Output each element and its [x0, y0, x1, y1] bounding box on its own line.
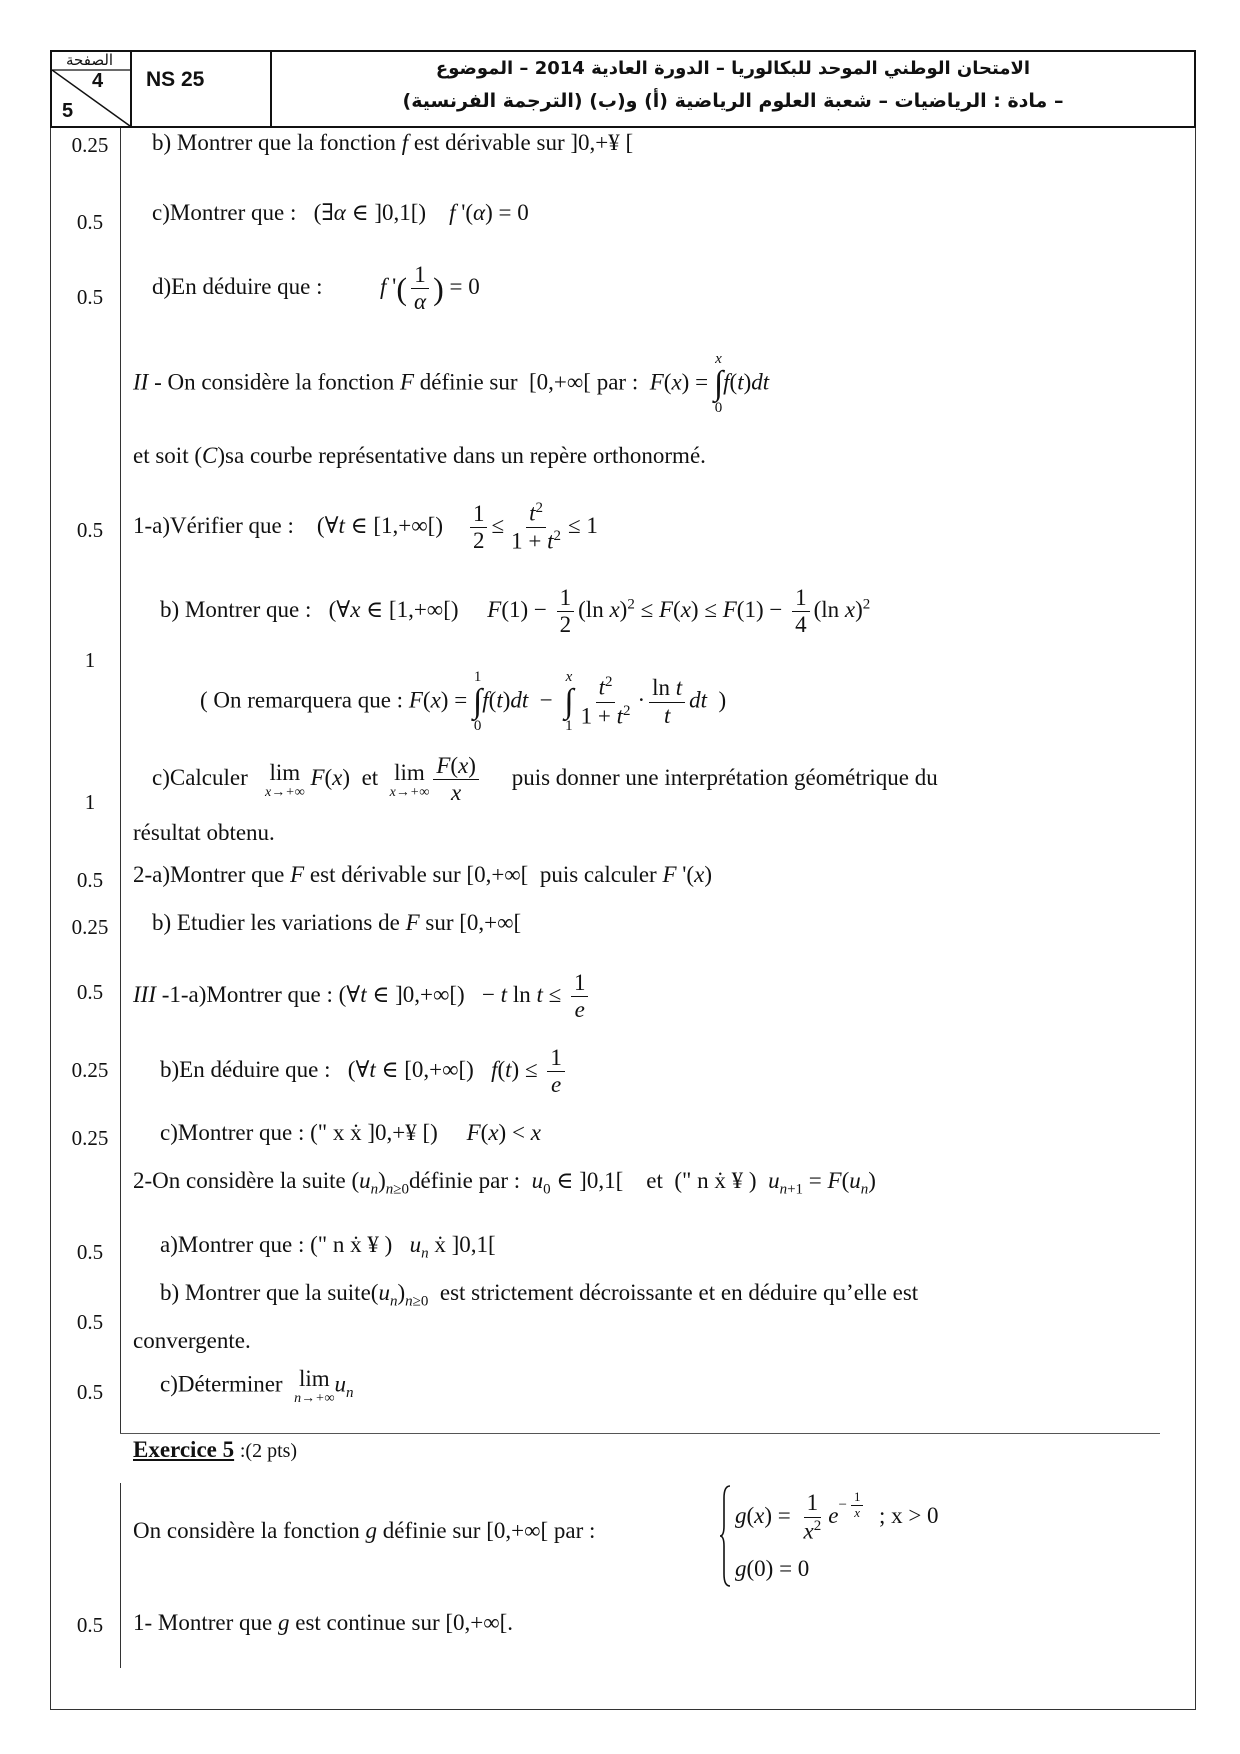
points-value: 0.5 — [76, 868, 104, 892]
question-III-2b-cont: convergente. — [133, 1328, 251, 1353]
curve-definition: et soit (C)sa courbe représentative dans un repère orthonormé. — [133, 443, 706, 468]
question-II-1b: b) Montrer que : (∀x ∈ [1,+∞[) F(1) − $\frac{1}{2}$ (ln x)$^2$ ≤ F(x) ≤ F(1) − $\frac{1}{4}$ (ln x)$^2$ — [160, 585, 871, 638]
title-line-1: الامتحان الوطني الموحد للبكالوريا – الدورة العادية 2014 – الموضوع — [435, 58, 1031, 79]
points-value: 0.5 — [76, 285, 104, 309]
points-value: 0.25 — [71, 1058, 109, 1082]
points-value: 1 — [84, 648, 96, 672]
question-II-1c-cont: résultat obtenu. — [133, 820, 275, 845]
exercise-separator — [120, 1433, 1160, 1434]
points-value: 0.5 — [76, 1310, 104, 1334]
question-1b: b) Montrer que la fonction f est dérivable sur ]0,+¥ [ — [152, 130, 634, 155]
question-III-2a: a)Montrer que : (" n ẋ ¥ ) $u_n$ ẋ ]0,1[ — [160, 1232, 496, 1262]
points-value: 0.5 — [76, 1240, 104, 1264]
points-value: 0.25 — [71, 915, 109, 939]
exam-header — [50, 50, 1196, 128]
points-value: 0.5 — [76, 980, 104, 1004]
points-value: 0.5 — [76, 210, 104, 234]
points-value: 0.5 — [76, 1613, 104, 1637]
exercise-5-intro: On considère la fonction g définie sur [0,+∞[ par : — [133, 1518, 596, 1543]
question-1c: c)Montrer que : (∃α ∈ ]0,1[) f '(α) = 0 — [152, 200, 529, 225]
sequence-definition: 2-On considère la suite $(u_n)_{n\ge 0}définie$ par : $u_0$ ∈ ]0,1[ et (" n ẋ ¥ ) $u_{n+1} = F(u_n)$ — [133, 1168, 876, 1198]
piecewise-case-2: g(0) = 0 — [735, 1556, 810, 1581]
question-II-1c: c)Calculer lim x→+∞ F(x) et lim x→+∞ $\frac{F(x)}{x}$ puis donner une interprétation géométrique du — [152, 753, 938, 806]
margin-rule-ex5 — [120, 1483, 121, 1668]
points-value: 0.25 — [71, 133, 109, 157]
exercise-5-heading: Exercice 5 :(2 pts) — [133, 1437, 298, 1462]
margin-rule — [120, 128, 121, 1433]
page-current: 4 — [92, 70, 104, 92]
remark-formula: ( On remarquera que : F(x) = 1 ∫ 0 f(t)dt − x ∫ 1 $\frac{t^2}{1 + t^2}$ · $\frac{\text{ln t}}{t}$ dt ) — [200, 669, 727, 734]
exercise-5-q1: 1- Montrer que g est continue sur [0,+∞[. — [133, 1610, 514, 1635]
exam-title — [272, 52, 1194, 126]
question-III-1c: c)Montrer que : (" x ẋ ]0,+¥ [) F(x) < x — [160, 1120, 541, 1145]
exam-code: NS 25 — [146, 68, 205, 91]
question-II-2a: 2-a)Montrer que F est dérivable sur [0,+∞[ puis calculer F '(x) — [133, 862, 712, 887]
question-1d: d)En déduire que : f '( $\frac{1}{\alpha}$ ) = 0 — [152, 262, 480, 315]
page-number-box — [52, 52, 132, 126]
points-value: 0.5 — [76, 518, 104, 542]
page-total: 5 — [62, 100, 74, 122]
piecewise-brace — [720, 1484, 732, 1588]
points-value: 0.25 — [71, 1126, 109, 1150]
question-III-2b: b) Montrer que la $suite(u_n)_{n\ge 0}$ est strictement décroissante et en déduire qu’elle est — [160, 1280, 919, 1310]
points-value: 0.5 — [76, 1380, 104, 1404]
page-label: الصفحة — [66, 51, 114, 69]
exam-code-box — [132, 52, 272, 126]
piecewise-case-1: g(x) = $\frac{1}{x^2}$ $e^{- \frac{1}{x}}$ ; x > 0 — [735, 1489, 939, 1544]
question-III-1a: III -1-a)Montrer que : (∀t ∈ ]0,+∞[) − t ln t ≤ $\frac{1}{e}$ — [133, 970, 592, 1024]
question-III-2c: c)Déterminer lim n→+∞ $u_n$ — [160, 1366, 354, 1407]
question-III-1b: b)En déduire que : (∀t ∈ [0,+∞[) f(t) ≤ $\frac{1}{e}$ — [160, 1045, 569, 1099]
points-value: 1 — [84, 790, 96, 814]
title-line-2: – مادة : الرياضيات – شعبة العلوم الرياضية (أ) و(ب) (الترجمة الفرنسية) — [402, 90, 1064, 112]
question-II-2b: b) Etudier les variations de F sur [0,+∞[ — [152, 910, 522, 935]
part-II-intro: II - On considère la fonction F définie sur [0,+∞[ par : F(x) = x ∫ 0 f(t)dt — [133, 351, 770, 416]
question-II-1a: 1-a)Vérifier que : (∀t ∈ [1,+∞[) $\frac{1}{2}$ ≤ $\frac{t^2}{1 + t^2}$ ≤ 1 — [133, 500, 598, 554]
